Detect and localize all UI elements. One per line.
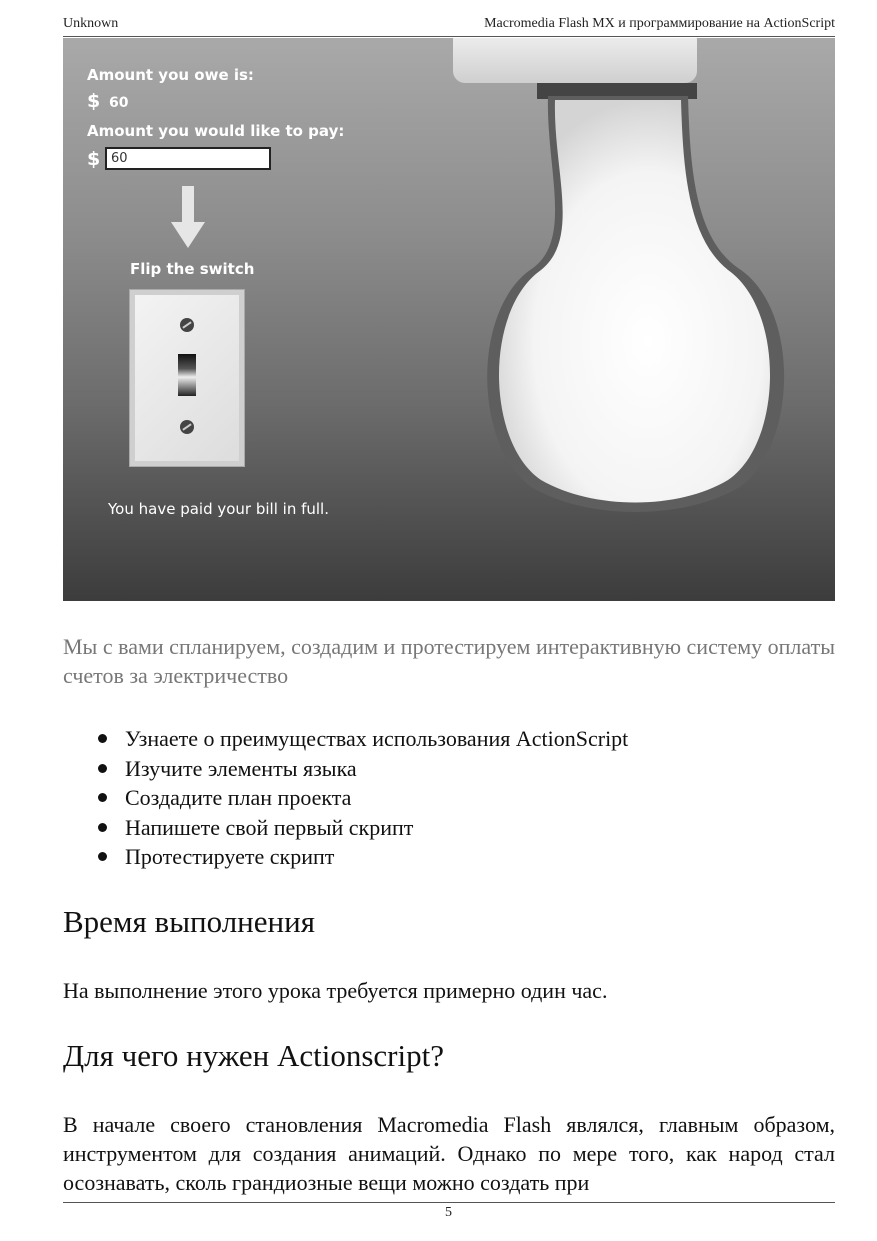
header-right: Macromedia Flash MX и программирование на ActionScript <box>484 16 835 31</box>
screw-icon <box>180 420 194 434</box>
section-heading-time: Время выполнения <box>63 904 315 939</box>
objectives-list <box>63 724 628 872</box>
pay-label: Amount you would like to pay: <box>87 122 345 140</box>
section-heading-why: Для чего нужен Actionscript? <box>63 1038 444 1073</box>
currency-symbol: $ <box>87 90 101 112</box>
currency-symbol: $ <box>87 148 101 170</box>
header-divider <box>63 36 835 37</box>
screw-icon <box>180 318 194 332</box>
list-item: Изучите элементы языка <box>63 754 628 784</box>
flip-switch-label: Flip the switch <box>130 260 255 278</box>
payment-status: You have paid your bill in full. <box>108 500 329 518</box>
header-left: Unknown <box>63 16 119 31</box>
switch-toggle[interactable] <box>178 354 196 396</box>
screenshot-figure <box>63 38 835 601</box>
bullet-icon <box>98 793 107 802</box>
bullet-icon <box>98 734 107 743</box>
why-paragraph: В начале своего становления Macromedia Flash являлся, главным образом, инструментом для создания анимаций. Однако по мере того, как народ стал осознавать, сколь грандиозные вещи можно создать при <box>63 1112 835 1195</box>
pay-amount-input[interactable]: 60 <box>105 147 271 170</box>
time-paragraph: На выполнение этого урока требуется примерно один час. <box>63 978 608 1003</box>
footer-divider <box>63 1202 835 1203</box>
down-arrow-icon <box>171 186 205 250</box>
bullet-icon <box>98 823 107 832</box>
owe-value: 60 <box>109 95 129 111</box>
list-item: Узнаете о преимуществах использования ActionScript <box>63 724 628 754</box>
list-item: Создадите план проекта <box>63 783 628 813</box>
list-item: Напишете свой первый скрипт <box>63 813 628 843</box>
intro-paragraph: Мы с вами спланируем, создадим и протестируем интерактивную систему оплаты счетов за электричество <box>63 634 835 688</box>
light-switch[interactable] <box>130 290 244 466</box>
page-number: 5 <box>445 1205 452 1220</box>
bullet-icon <box>98 852 107 861</box>
owe-label: Amount you owe is: <box>87 66 254 84</box>
list-item: Протестируете скрипт <box>63 842 628 872</box>
bullet-icon <box>98 764 107 773</box>
